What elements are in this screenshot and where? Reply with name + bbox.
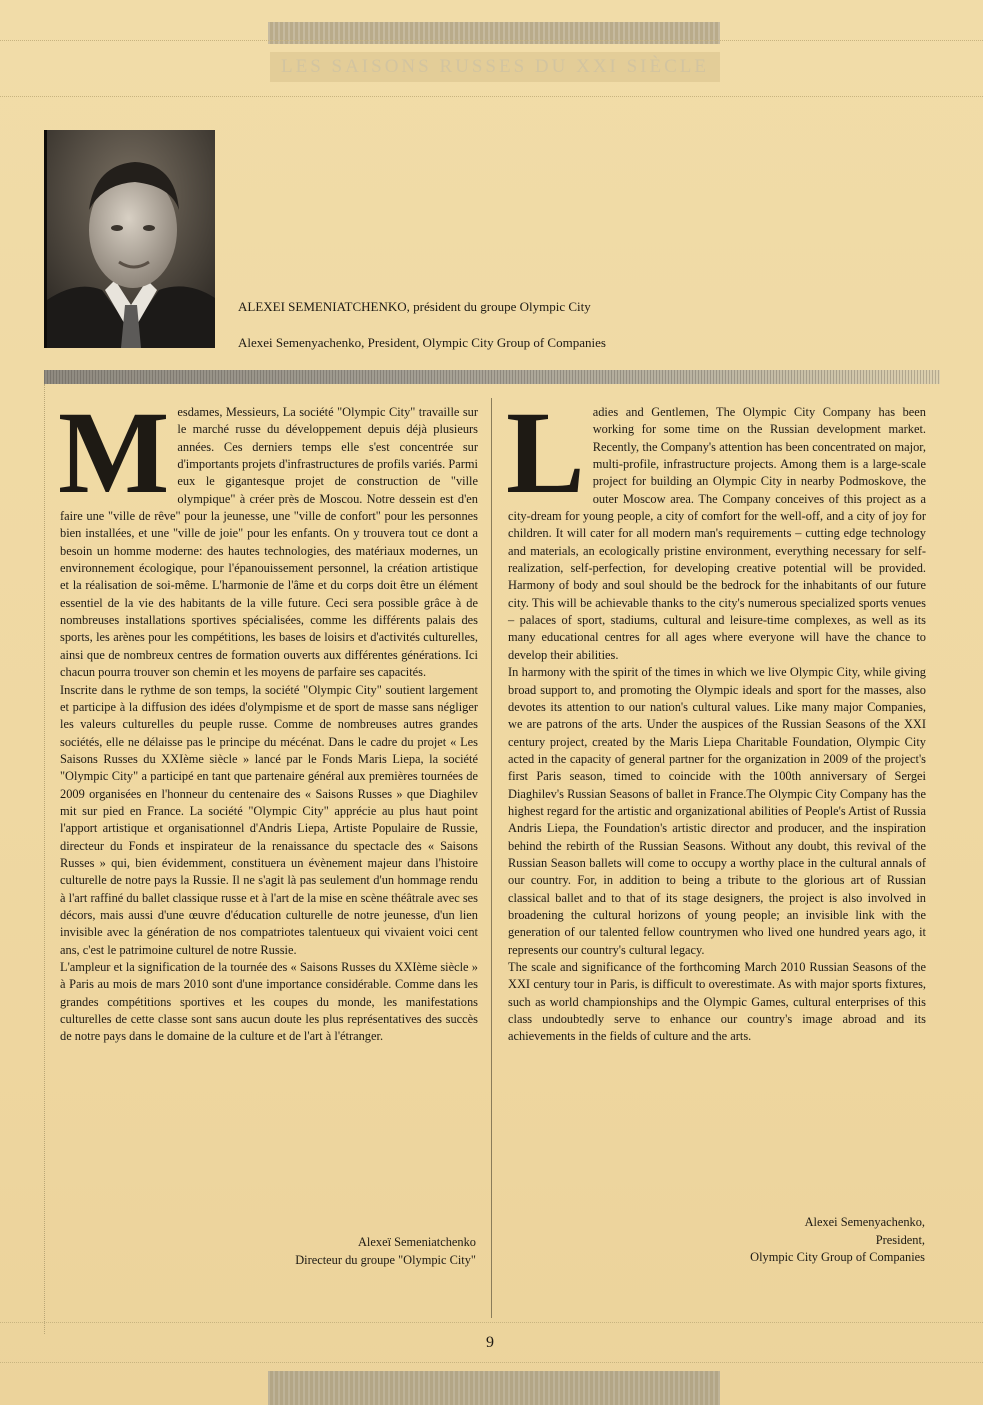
section-header: LES SAISONS RUSSES DU XXI SIÈCLE bbox=[270, 52, 720, 82]
signature-french bbox=[200, 1234, 476, 1269]
english-column bbox=[506, 387, 926, 1046]
paragraph: adies and Gentlemen, The Olympic City Company has been working for some time on the Russian development market. Recently, the Company's attention has been concentrated on major, multi-profile, infrastructure projects. Among them is a large-scale project for building an Olympic City in nearby Podmoskove, the outer Moscow area. The Company conceives of this project as a city-dream for young people, a city of comfort for the well-off, and a city of joy for children. It will cater for all modern man's requirements – cutting edge technology and materials, an ecologically pristine environment, everything necessary for self-realization, self-perfection, for developing creative potential will be provided. Harmony of body and soul should be the bedrock for the inhabitants of our future city. This will be achievable thanks to the city's numerous specialized sports venues – palaces of sport, stadiums, cultural and leisure-time complexes, as well as its many educational centres for all ages where everyone will have the chance to develop their abilities. bbox=[508, 405, 926, 662]
dotted-rule bbox=[0, 1362, 989, 1363]
column-border bbox=[44, 384, 46, 1334]
portrait-image bbox=[47, 130, 215, 348]
bottom-decorative-band bbox=[268, 1371, 720, 1405]
signature-line: Directeur du groupe "Olympic City" bbox=[295, 1252, 476, 1267]
french-column bbox=[58, 387, 478, 1046]
dropcap: L bbox=[506, 387, 585, 518]
decorative-divider bbox=[44, 370, 940, 384]
page-number: 9 bbox=[486, 1334, 494, 1351]
paragraph: L'ampleur et la signification de la tournée des « Saisons Russes du XXIème siècle » à Paris au mois de mars 2010 sont d'une importance considérable. Comme dans les grandes compétitions sportives et les coupes du monde, les manifestations culturelles de cette classe sont sans aucun doute les plus représentatives des succès de notre pays dans le domaine de la culture et de l'art à l'étranger. bbox=[60, 960, 478, 1044]
signature-line: Alexeï Semeniatchenko bbox=[357, 1235, 476, 1249]
signature-line: Olympic City Group of Companies bbox=[750, 1250, 925, 1264]
paragraph: Inscrite dans le rythme de son temps, la société "Olympic City" soutient largement et participe à la diffusion des idées d'olympisme et de sport de masse sans négliger les valeurs culturelles du peuple russe. Comme de nombreuses autres grandes sociétés, elle ne délaisse pas le principe du mécénat. Dans le cadre du projet « Les Saisons Russes du XXIème siècle » lancé par le Fonds Maris Liepa, la société "Olympic City" a participé en tant que partenaire général aux premières tournées de 2009 organisées en l'honneur du centenaire des « Saisons Russes » que Diaghilev mit sur pied en France. La société "Olympic City" apprécie au plus haut point l'apport artistique et organisationnel d'Andris Liepa, Artiste Populaire de Russie, directeur du Fonds et inspirateur de la renaissance du spectacle des « Saisons Russes » qui, bien évidemment, constituera un évènement majeur dans l'histoire culturelle de notre pays la Russie. Il ne s'agit là pas seulement d'un hommage rendu à l'art raffiné du ballet classique russe et à l'art de la mise en scène théâtrale avec ses décors, mais aussi d'une œuvre d'éducation culturelle de notre jeunesse, d'un lien invisible avec la génération de nos compatriotes talentueux qui vivaient voici cent ans, c'est le patrimoine culturel de notre Russie. bbox=[60, 682, 478, 957]
paragraph: The scale and significance of the forthcoming March 2010 Russian Seasons of the XXI century tour in Paris, is difficult to overestimate. As with major sports fixtures, such as world championships and the Olympic Games, cultural enterprises of this class undoubtedly serve to enhance our country's image abroad and its achievements in the fields of culture and the arts. bbox=[508, 960, 926, 1044]
signature-line: President, bbox=[875, 1232, 925, 1247]
dotted-rule bbox=[0, 96, 989, 97]
caption-french: ALEXEI SEMENIATCHENKO, président du groupe Olympic City bbox=[238, 299, 591, 314]
caption-english: Alexei Semenyachenko, President, Olympic City Group of Companies bbox=[238, 335, 606, 350]
dotted-rule bbox=[0, 40, 989, 41]
column-separator bbox=[491, 398, 492, 1318]
paragraph: esdames, Messieurs, La société "Olympic City" travaille sur le marché russe du développement depuis déjà plusieurs années. Ces derniers temps elle s'est concentrée sur d'importants projets d'infrastructures de profils variés. Parmi eux le gigantesque projet de construction de "ville olympique" à créer près de Moscou. Notre dessein est d'en faire une "ville de rêve" pour la jeunesse, une "ville de confort" pour les personnes bien installées, et une "ville de joie" pour les enfants. On y trouvera tout ce dont a besoin un homme moderne: des hautes technologies, des matériaux modernes, un environnement écologique, pour l'épanouissement personnel, la création artistique et la réalisation de soi-même. L'harmonie de l'âme et du corps doit être un élément essentiel de la vie des habitants de la ville future. Ceci sera possible grâce à de nombreuses installations sportives spécialisées, comme les différents palais des sports, les arènes pour les compétitions, les bases de loisirs et d'activités culturelles, ainsi que de nombreux centres de formation ouverts aux différentes générations. Ici chacun pourra trouver son chemin et les moyens de parfaire ses capacités. bbox=[60, 405, 478, 680]
signature-english bbox=[600, 1214, 925, 1267]
page-edge bbox=[983, 0, 989, 1405]
dotted-rule bbox=[0, 1322, 989, 1323]
paragraph: In harmony with the spirit of the times in which we live Olympic City, while giving broad support to, and promoting the Olympic ideals and sport for the masses, also devotes its attention to our nation's cultural values. Like many major Companies, we are patrons of the arts. Under the auspices of the Russian Seasons of the XXI century project, created by the Maris Liepa Charitable Foundation, Olympic City acted in the capacity of general partner for the organization in 2009 of the project's first Paris season, timed to coincide with the 100th anniversary of Sergei Diaghilev's Russian Seasons of ballet in France.The Olympic City Company has the highest regard for the artistic and organizational abilities of People's Artist of Russia Andris Liepa, the Foundation's artistic director and producer, and the inspiration behind the rebirth of the Russian Seasons. Without any doubt, this revival of the Russian Season ballets will come to occupy a worthy place in the cultural annals of our country. For, in addition to being a tribute to the glorious art of Russian classical ballet and to that of its stage designers, the project is also involved in broadening the cultural horizons of young people; an invisible link with the generation of our talented fellow countrymen who lived one hundred years ago, it represents our country's cultural legacy. bbox=[508, 665, 926, 957]
dropcap: M bbox=[58, 387, 170, 518]
signature-line: Alexei Semenyachenko, bbox=[804, 1215, 925, 1229]
portrait-photo bbox=[44, 130, 215, 348]
